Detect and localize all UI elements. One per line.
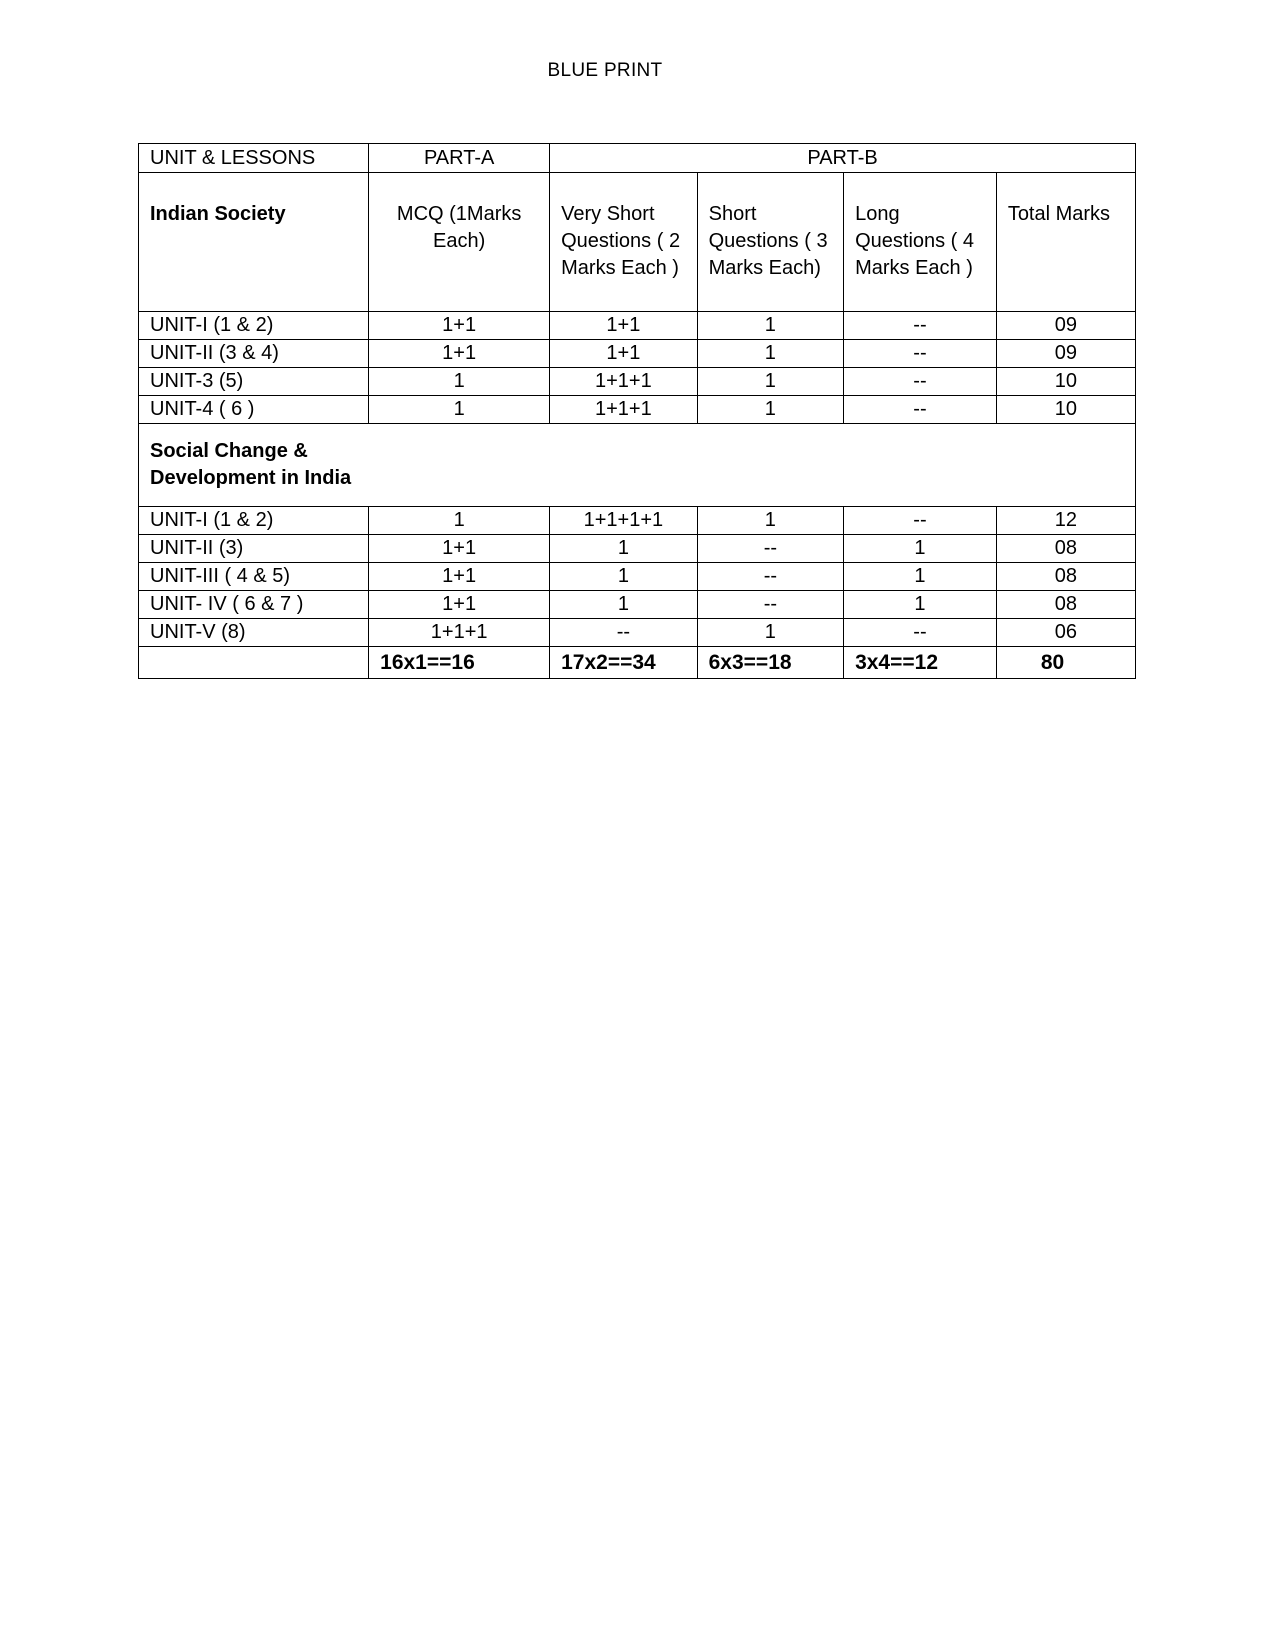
- very-short-cell: 1+1+1: [550, 368, 698, 396]
- total-cell: 08: [996, 563, 1135, 591]
- long-cell: --: [844, 312, 997, 340]
- header-unit-lessons: UNIT & LESSONS: [139, 144, 369, 173]
- total-cell: 09: [996, 312, 1135, 340]
- totals-row: [139, 647, 1136, 679]
- table-row: [139, 535, 1136, 563]
- unit-cell: UNIT-II (3): [139, 535, 369, 563]
- very-short-cell: 1: [550, 591, 698, 619]
- total-long: 3x4==12: [844, 647, 997, 679]
- very-short-cell: 1+1: [550, 340, 698, 368]
- short-cell: 1: [697, 619, 843, 647]
- mcq-cell: 1+1: [369, 591, 550, 619]
- header-row: [139, 144, 1136, 173]
- grand-total: 80: [996, 647, 1135, 679]
- short-cell: --: [697, 563, 843, 591]
- long-cell: --: [844, 368, 997, 396]
- long-cell: 1: [844, 563, 997, 591]
- unit-cell: UNIT-4 ( 6 ): [139, 396, 369, 424]
- document-title: BLUE PRINT: [547, 60, 663, 81]
- blueprint-table: [138, 143, 1136, 679]
- long-cell: --: [844, 507, 997, 535]
- very-short-cell: 1+1+1+1: [550, 507, 698, 535]
- table-row: [139, 619, 1136, 647]
- header-short: Short Questions ( 3 Marks Each): [697, 173, 843, 312]
- section-title-indian-society: Indian Society: [139, 173, 369, 312]
- header-mcq: MCQ (1Marks Each): [369, 173, 550, 312]
- totals-label-cell: [139, 647, 369, 679]
- total-cell: 09: [996, 340, 1135, 368]
- mcq-cell: 1+1: [369, 312, 550, 340]
- very-short-cell: 1: [550, 563, 698, 591]
- total-very-short: 17x2==34: [550, 647, 698, 679]
- header-very-short: Very Short Questions ( 2 Marks Each ): [550, 173, 698, 312]
- mcq-cell: 1: [369, 396, 550, 424]
- total-cell: 08: [996, 535, 1135, 563]
- unit-cell: UNIT-I (1 & 2): [139, 507, 369, 535]
- short-cell: 1: [697, 396, 843, 424]
- mcq-cell: 1: [369, 368, 550, 396]
- unit-cell: UNIT-V (8): [139, 619, 369, 647]
- table-row: [139, 368, 1136, 396]
- very-short-cell: --: [550, 619, 698, 647]
- very-short-cell: 1: [550, 535, 698, 563]
- unit-cell: UNIT- IV ( 6 & 7 ): [139, 591, 369, 619]
- long-cell: 1: [844, 591, 997, 619]
- unit-cell: UNIT-3 (5): [139, 368, 369, 396]
- short-cell: 1: [697, 312, 843, 340]
- mcq-cell: 1: [369, 507, 550, 535]
- unit-cell: UNIT-II (3 & 4): [139, 340, 369, 368]
- unit-cell: UNIT-I (1 & 2): [139, 312, 369, 340]
- header-long: Long Questions ( 4 Marks Each ): [844, 173, 997, 312]
- section-title-social-change: Social Change & Development in India: [139, 424, 369, 507]
- total-cell: 10: [996, 368, 1135, 396]
- total-mcq: 16x1==16: [369, 647, 550, 679]
- unit-cell: UNIT-III ( 4 & 5): [139, 563, 369, 591]
- mcq-cell: 1+1: [369, 563, 550, 591]
- header-part-b: PART-B: [550, 144, 1136, 173]
- total-cell: 06: [996, 619, 1135, 647]
- very-short-cell: 1+1: [550, 312, 698, 340]
- header-total-marks: Total Marks: [996, 173, 1135, 312]
- short-cell: --: [697, 591, 843, 619]
- table-row: [139, 507, 1136, 535]
- table-row: [139, 340, 1136, 368]
- table-row: [139, 591, 1136, 619]
- total-cell: 12: [996, 507, 1135, 535]
- total-cell: 10: [996, 396, 1135, 424]
- section-row-filler: [369, 424, 1136, 507]
- short-cell: 1: [697, 368, 843, 396]
- mcq-cell: 1+1+1: [369, 619, 550, 647]
- short-cell: 1: [697, 507, 843, 535]
- table-row: [139, 563, 1136, 591]
- subheader-row: [139, 173, 1136, 312]
- short-cell: 1: [697, 340, 843, 368]
- long-cell: --: [844, 340, 997, 368]
- table-row: [139, 312, 1136, 340]
- total-short: 6x3==18: [697, 647, 843, 679]
- mcq-cell: 1+1: [369, 535, 550, 563]
- long-cell: 1: [844, 535, 997, 563]
- mcq-cell: 1+1: [369, 340, 550, 368]
- total-cell: 08: [996, 591, 1135, 619]
- table-row: [139, 396, 1136, 424]
- header-part-a: PART-A: [369, 144, 550, 173]
- long-cell: --: [844, 396, 997, 424]
- short-cell: --: [697, 535, 843, 563]
- long-cell: --: [844, 619, 997, 647]
- very-short-cell: 1+1+1: [550, 396, 698, 424]
- section-row: [139, 424, 1136, 507]
